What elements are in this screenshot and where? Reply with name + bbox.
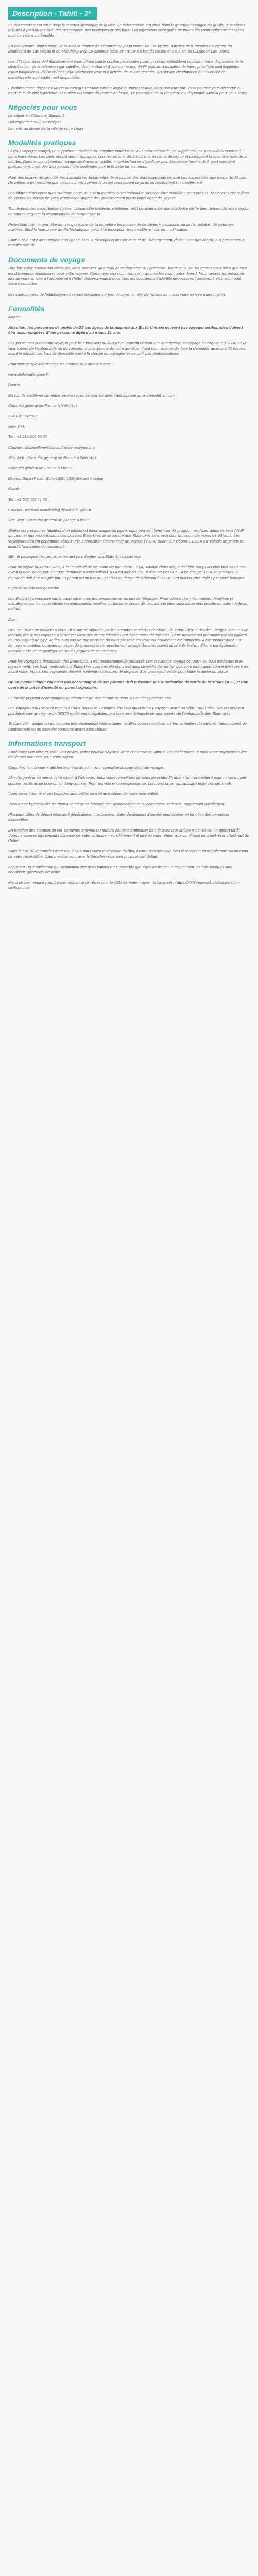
paragraph: Miami bbox=[8, 486, 19, 492]
paragraph: Vous aurez la possibilité de choisir un siège en fonction des disponibilités de la compagnie aérienne, moyennant supplément. bbox=[8, 802, 226, 807]
paragraph: Si votre vol implique un transit avec une destination intermédiaire, veuillez vous renseigner sur les formalités du pays de transit auprès de l'ambassade ou du consulat concerné avant votre départ. bbox=[8, 721, 247, 732]
paragraph: Tout événement exceptionnel (grève, catastrophe naturelle, épidémie, etc.) pouvant avoir une incidence sur le déroulement de votre séjour ne saurait engager la responsabilité de l'organisateur. bbox=[8, 206, 249, 216]
paragraph: 934 Fifth avenue bbox=[8, 413, 38, 418]
section-heading: Informations transport bbox=[8, 739, 86, 748]
paragraph: Consulat général de France à Miami bbox=[8, 465, 72, 470]
paragraph: Les États-Unis imposent par la vaccination pour les personnes provenant de l'étranger. Pour obtenir des informations détaillées et actualisées sur les vaccinations recommandées, veuillez contacter le centre de vaccination internationale le plus proche ou votre médecin traitant. bbox=[8, 596, 248, 612]
paragraph: New York bbox=[8, 424, 25, 429]
section-heading: Modalités pratiques bbox=[8, 138, 76, 147]
paragraph: Attention, les personnes de moins de 25 ans âgées de la majorité aux États-Unis ne peuvent pas voyager seules, elles doivent être accompagnées d'une personne âgée d'au moins 21 ans. bbox=[8, 325, 243, 335]
paragraph: Consulat général de France à New York bbox=[8, 403, 78, 408]
paragraph: Consultez la rubrique « afficher les infos de vol » pour connaître chaque détail de voyage. bbox=[8, 765, 164, 770]
paragraph: Les 174 chambres de l'établissement vous offrent tout le confort nécessaire pour un séjour agréable et reposant. Vous disposerez de la climatisation, de la télévision par satellite, d'un minibar et d'une connexion Wi-Fi gratuite. Les salles de bains privatives sont équipées d'une baignoire ou d'une douche, d'un sèche-cheveux et d'articles de toilette gratuits. Un service de chambre et un service de blanchisserie sont également disponibles. bbox=[8, 59, 243, 80]
section-heading: Négociés pour vous bbox=[8, 103, 77, 112]
page bbox=[0, 0, 258, 891]
paragraph: https://esta.cbp.dhs.gov/esta/ bbox=[8, 585, 59, 590]
paragraph: Ariane bbox=[8, 382, 20, 387]
section-heading: Formalités bbox=[8, 304, 45, 313]
paragraph: Hébergement seul, sans repas bbox=[8, 120, 62, 125]
paragraph: Pour un séjour aux États-Unis, il est impératif de se munir de formulaire ESTA. Valable deux ans, il doit être rempli au plus tard 72 heures avant la date de départ. Chaque demande d'autorisation ESTA est individuelle, il n'existe pas d'ESTA de groupe. Pour les mineurs, la demande doit être remplie par un parent ou un tuteur. Les frais de demande s'élèvent à 21 USD et doivent être réglés par carte bancaire. bbox=[8, 565, 247, 580]
paragraph: Sauf si cela est expressément mentionné dans la description des services et de l'hébergement, l'hôtel n'est pas adapté aux personnes à mobilité réduite. bbox=[8, 238, 245, 248]
paragraph: Merci de bien vouloir prendre connaissance de l'émission de CO2 de votre moyen de transport : https://XXXXeco-calculateur.aviation-civile.gouv.fr bbox=[8, 880, 240, 890]
paragraph: Les vols au départ de la ville de votre choix bbox=[8, 126, 84, 131]
paragraph: Plusieurs villes de départ vous sont généralement proposées. Votre destination d'arrivée peut différer en fonction des aéroports disponibles. bbox=[8, 812, 229, 822]
paragraph: Arrivée bbox=[8, 314, 21, 319]
paragraph: Les voyageurs qui se sont rendus à Cuba depuis le 12 janvier 2021 ou qui doivent y voyager avant un séjour aux États-Unis ne peuvent pas bénéficier du régime de l'ESTA et doivent obligatoirement faire une demande de visa auprès de l'ambassade des États-Unis. bbox=[8, 706, 244, 716]
paragraph: En choisissant Tahiti Resort, vous avez la chance de séjourner en plein centre de Las Vegas, à moins de 5 minutes en voiture du Boulevard de Las Vegas et du Mandalay Bay. Ce superbe hôtel se trouve à 5 km du casino et à 6,5 km du Casino of Las Vegas. bbox=[8, 43, 232, 54]
paragraph: Afin d'organiser au mieux votre séjour à l'aéroport, nous vous conseillons de vous présenter 2h avant l'embarquement pour un vol moyen-courrier ou 3h avant pour un vol long-courrier. Pour les vols en correspondance, prévoyez un temps suffisant entre vos deux vols. bbox=[8, 775, 248, 786]
paragraph: Site Web : Consulat général de France à New York bbox=[8, 455, 97, 460]
paragraph: Des cas isolés de maladie à virus Zika ont été signalés par les autorités sanitaires de Miami, de Porto Rico et des îles Vierges. Des cas de maladie liée à des voyages à l'étranger dans des zones infectées ont également été signalés. Cette maladie est transmise par les piqûres de moustiques de type Aedes. Des cas de transmission du virus par voie sexuelle ont également été rapportés. Il est recommandé aux femmes enceintes, ou ayant un projet de grossesse, de reporter leur voyage dans les zones où circule le virus Zika. Il est également recommandé de se protéger contre les piqûres de moustiques. bbox=[8, 627, 248, 653]
paragraph: Pour des raisons de sécurité, les installations de bien-être de la plupart des établissements ne sont pas accessibles aux moins de 16 ans. De même, il est possible que certains aménagements ou services soient payants ou nécessitent un supplément. bbox=[8, 175, 247, 185]
paragraph: Perfectday.com ne peut être tenu responsable de la fermeture temporaire de certaines installations ou de l'annulation de certaines activités. Seul le fournisseur de Perfectday.com peut être tenu pour responsable en cas de modification. bbox=[8, 222, 234, 232]
paragraph: En cas de problème sur place, veuillez prendre contact avec l'ambassade ou le consulat suivant : bbox=[8, 393, 177, 398]
paragraph: Les informations contenues sur cette page vous sont fournies à titre indicatif et peuvent être modifiées sans préavis. Nous vous conseillons de vérifier les détails de votre réservation auprès de l'établissement ou de votre agent de voyage. bbox=[8, 191, 250, 201]
paragraph: Pour plus simple information, se reporter aux sites suivants : bbox=[8, 361, 114, 366]
paragraph: La famille pouvant accompagner un détenteur de visa certaines dans les années précédentes. bbox=[8, 695, 172, 700]
paragraph: Important : la modification ou l'annulation des réservations n'est possible que dans les limites et moyennant les frais indiqués aux conditions générales de vente. bbox=[8, 864, 232, 874]
paragraph: Vous serez informé si vos bagages sont inclus ou non au moment de votre réservation. bbox=[8, 791, 159, 796]
paragraph: Une fois votre réservation effectuée, vous recevrez un e-mail de confirmation qui précisera l'heure et le lieu de rendez-vous ainsi que tous les documents nécessaires pour votre voyage. Conservez ces documents et imprimez-les avant votre départ. Vous devrez les présenter lors de votre arrivée à l'aéroport et à l'hôtel. Assurez-vous d'avoir tous les documents d'identité nécessaires (passeport, visa, etc.) pour votre destination. bbox=[8, 265, 247, 286]
paragraph: Espirito Santo Plaza, Suite 1050, 1395 Brickell Avenue bbox=[8, 476, 104, 481]
paragraph: Seules les personnes titulaires d'un passeport électronique ou biométrique peuvent bénéficier du programme d'exemption de visa (VWP) qui permet aux ressortissants français des États-Unis de se rendre aux États-Unis sans visa pour un séjour de moins de 90 jours. Les voyageurs doivent cependant obtenir une autorisation électronique de voyage (ESTA) avant leur départ. L'ESTA est valable deux ans ou jusqu'à l'expiration du passeport. bbox=[8, 528, 246, 549]
page-title: Description - Tahiti - 3* bbox=[8, 7, 97, 20]
paragraph: Un voyageur mineur qui n'est pas accompagné de ses parents doit présenter une autorisation de sortie du territoire (AST) et une copie de la pièce d'identité du parent signataire. bbox=[8, 680, 248, 690]
paragraph: Les personnes souhaitant voyager pour leur tourisme ou leur travail doivent obtenir une autorisation de voyage électronique (ESTA) ou un visa auprès de l'ambassade ou du consulat le plus proche de votre domicile. Il est recommandé de faire la demande au moins 72 heures avant le départ. Les frais de demande sont à la charge du voyageur et ne sont pas remboursables. bbox=[8, 341, 248, 356]
paragraph: Tel : +1 212 606 36 00 bbox=[8, 434, 47, 439]
paragraph: Pour les voyages à destination des États-Unis, il est recommandé de souscrire une assurance voyage couvrant les frais médicaux et le rapatriement. Les frais médicaux aux États-Unis sont très élevés. Il est donc conseillé de vérifier que votre assurance couvre bien ces frais avant votre départ. Les voyageurs doivent également s'assurer de disposer d'un passeport valide pour toute la durée du séjour. bbox=[8, 658, 249, 674]
paragraph: L'établissement dispose d'un restaurant qui sert une cuisine locale et internationale, ainsi que d'un bar. Vous pourrez vous détendre au bord de la piscine extérieure ou profiter du centre de remise en forme. Le personnel de la réception est disponible 24h/24 pour vous aider. bbox=[8, 85, 248, 96]
paragraph: NB : le passeport d'urgence ne permet pas d'entrer aux États-Unis sans visa. bbox=[8, 554, 142, 559]
paragraph: Site Web : Consulat général de France à Miami bbox=[8, 517, 91, 522]
paragraph: Courriel : chancellerie@consulfrance-newyork.org bbox=[8, 445, 95, 450]
paragraph: Si vous voyagez seul(e), un supplément tarifaire en chambre individuelle vous sera demandé, ce supplément sera calculé directement dans votre devis. Les tarifs enfant seront appliqués pour les enfants de 2 à 12 ans au cours du séjour et partageant la chambre avec deux adultes. Dans le cas où l'enfant voyage seul avec un adulte, le tarif enfant ne s'applique pas. Les bébés (moins de 2 ans) voyagent gratuitement, mais des frais peuvent être appliqués pour le lit bébé ou les repas. bbox=[8, 148, 248, 170]
paragraph: Choisissez une offre et selon vos envies, optez pour un séjour à votre convenance. Affinez vos préférences et nous vous proposerons les meilleures solutions pour votre séjour. bbox=[8, 749, 247, 760]
paragraph: Les coordonnées de l'établissement seront précisées sur vos documents, afin de faciliter au mieux votre arrivée à destination. bbox=[8, 292, 227, 297]
paragraph: www.diplomatie.gouv.fr bbox=[8, 372, 49, 377]
paragraph: Le séjour en Chambre Standard bbox=[8, 113, 64, 118]
paragraph: Tel : +1 305 403 41 50 bbox=[8, 497, 47, 502]
section-heading: Documents de voyage bbox=[8, 255, 85, 264]
content bbox=[8, 23, 250, 891]
paragraph: En fonction des horaires de vol, certaines arrivées ou retours peuvent s'effectuer de nuit avec une arrivée matinale ou un départ tardif. Vous ne pourrez pas toujours disposer de votre chambre immédiatement et devrez vous référer aux conditions de check-in et check-out de l'hôtel. bbox=[8, 827, 249, 843]
paragraph: Courriel : francais.miami-fslt@diplomatie.gouv.fr bbox=[8, 507, 92, 512]
paragraph: Zika : bbox=[8, 617, 18, 622]
paragraph: Le débarcadère est situé dans le quartier historique de la ville. Le débarcadère est situé dans le quartier historique de la ville, à quelques minutes à pied du marché, des restaurants, des boutiques et des bars. Les logements sont dotés de toutes les commodités nécessaires pour un séjour confortable. bbox=[8, 23, 246, 38]
paragraph: Dans le cas où le transfert n'est pas inclus dans votre réservation d'hôtel, il vous sera possible d'en réserver un en supplément au moment de votre réservation. Sauf mention contraire, le transfert vous sera proposé par défaut. bbox=[8, 849, 248, 859]
